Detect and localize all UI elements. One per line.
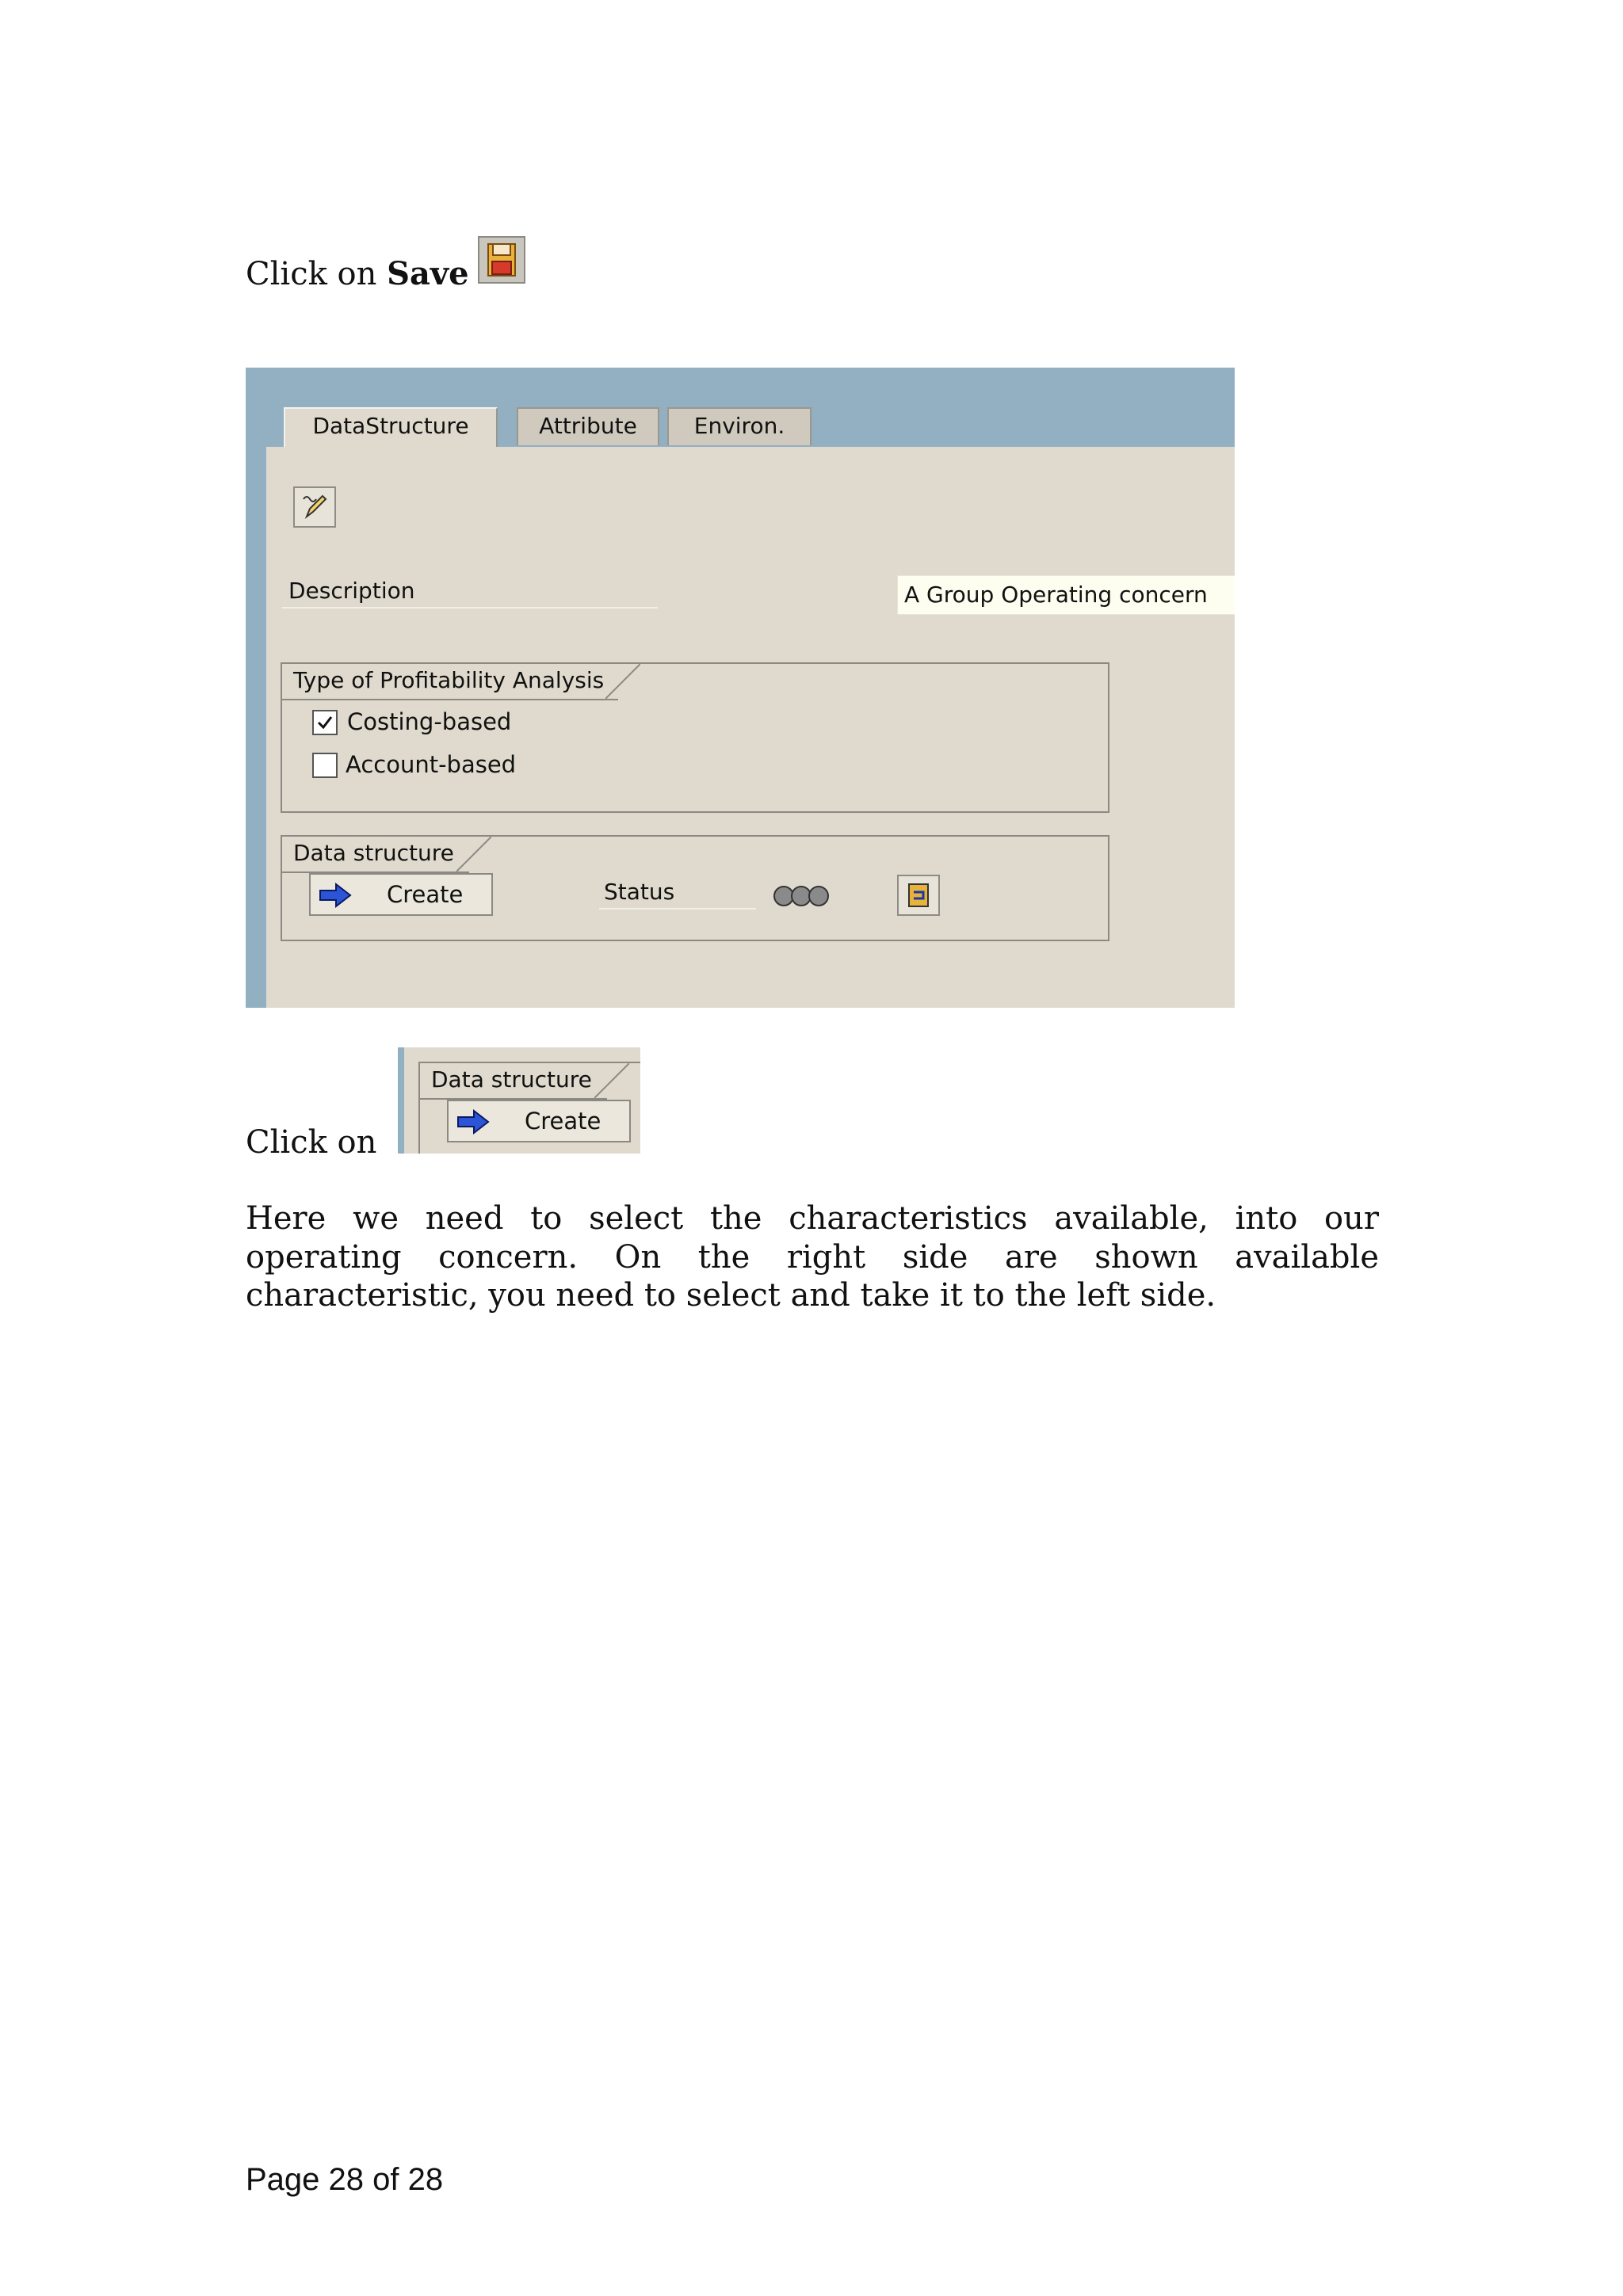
body-paragraph: Here we need to select the characteristics available, into our operating concern. On the right side are shown available characteristic, you need to select and take it to the left side. [246,1200,1379,1314]
description-input[interactable] [897,575,1235,615]
create-label: Create [525,1108,601,1135]
account-based-checkbox[interactable] [312,753,338,778]
crop-create-button[interactable] [447,1100,631,1142]
blue-right-arrow-icon [456,1108,491,1135]
instruction-save [246,255,469,293]
pencil-icon[interactable] [293,486,336,528]
page-footer: Page 28 of 28 [246,2162,444,2197]
group-title: Type of Profitability Analysis [282,664,618,700]
tab-attribute[interactable] [517,407,659,445]
tab-environ[interactable] [667,407,812,445]
tab-datastructure[interactable] [284,407,498,450]
instruction-create [246,1123,376,1161]
costing-based-label: Costing-based [347,708,512,735]
tab-label: Attribute [539,413,637,439]
sap-screenshot [246,368,1235,1008]
tab-label: DataStructure [312,413,469,439]
instruction-prefix: Click on [246,256,377,292]
group-title: Data structure [282,837,469,873]
instruction-emphasis: Save [387,255,469,292]
tab-label: Environ. [693,413,785,439]
blue-right-arrow-icon [319,882,353,909]
crop-edge [398,1047,404,1154]
status-lights-icon [773,886,826,906]
costing-based-checkbox[interactable] [312,710,338,735]
create-label: Create [387,881,464,908]
group-title: Data structure [420,1063,607,1100]
status-label: Status [599,876,756,910]
crop-group [418,1062,640,1154]
data-structure-group [281,835,1109,941]
create-button[interactable] [309,873,493,916]
refresh-icon[interactable] [897,875,940,916]
instruction-prefix: Click on [246,1124,377,1161]
data-structure-crop [398,1047,640,1154]
account-based-label: Account-based [346,751,517,778]
profitability-type-group [281,662,1109,813]
floppy-disk-icon[interactable] [478,236,525,284]
description-value: A Group Operating concern [904,582,1208,608]
description-label: Description [282,575,658,608]
